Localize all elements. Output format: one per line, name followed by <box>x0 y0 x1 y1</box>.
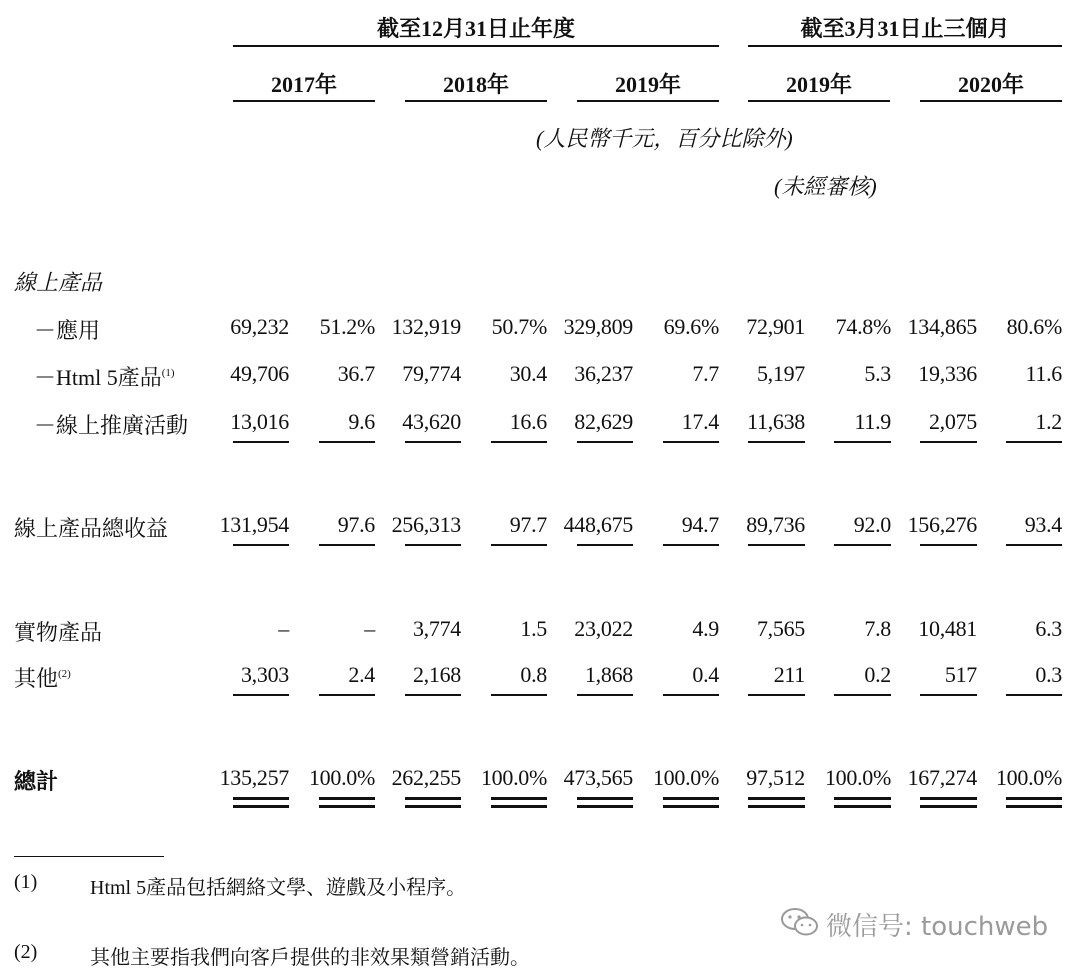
footnote-1-marker: (1) <box>14 871 38 893</box>
header-rule-2018 <box>405 100 547 102</box>
subtotal-rule <box>920 441 977 443</box>
unit-note: (人民幣千元，百分比除外) <box>536 126 793 151</box>
table-cell: 11.9 <box>854 409 891 434</box>
footnote-1-text: Html 5產品包括網絡文學、遊戲及小程序。 <box>90 877 467 899</box>
table-cell: 17.4 <box>681 409 719 434</box>
total-double-rule-top <box>1006 797 1062 800</box>
table-cell: 100.0% <box>480 765 547 790</box>
online-total-rule <box>1006 544 1062 546</box>
header-quarter-group-rule <box>748 45 1062 47</box>
table-cell: 36,237 <box>574 361 633 386</box>
total-double-rule-bottom <box>834 805 891 808</box>
table-cell: 0.8 <box>520 662 547 687</box>
row-label-physical: 實物產品 <box>14 620 103 645</box>
table-cell: 80.6% <box>1006 314 1062 339</box>
row-label-apps: －應用 <box>34 318 101 343</box>
table-cell: 5.3 <box>864 361 891 386</box>
footnote-divider <box>14 856 164 857</box>
header-q-2020: 2020年 <box>957 72 1024 97</box>
subtotal-rule <box>233 441 289 443</box>
others-rule <box>1006 694 1062 696</box>
header-quarter-group: 截至3月31日止三個月 <box>800 16 1010 41</box>
table-cell: 50.7% <box>491 314 547 339</box>
subtotal-rule <box>748 441 805 443</box>
table-cell: 92.0 <box>853 512 891 537</box>
header-rule-2019 <box>577 100 719 102</box>
table-cell: 7,565 <box>756 616 805 641</box>
header-year-2017: 2017年 <box>270 72 337 97</box>
footnote-2-text: 其他主要指我們向客戶提供的非效果類營銷活動。 <box>90 947 530 969</box>
total-double-rule-bottom <box>577 805 633 808</box>
table-cell: 1.2 <box>1035 409 1062 434</box>
table-cell: 134,865 <box>907 314 977 339</box>
table-cell: 97.7 <box>509 512 547 537</box>
total-double-rule-bottom <box>1006 805 1062 808</box>
header-rule-q2020 <box>920 100 1062 102</box>
table-cell: 1,868 <box>584 662 633 687</box>
online-total-rule <box>233 544 289 546</box>
row-label-total: 總計 <box>14 769 59 794</box>
header-year-2019: 2019年 <box>614 72 681 97</box>
table-cell: 13,016 <box>230 409 289 434</box>
table-cell: 69.6% <box>663 314 719 339</box>
others-rule <box>405 694 461 696</box>
row-label-online-promo: －線上推廣活動 <box>34 413 189 438</box>
others-rule <box>663 694 719 696</box>
table-cell: 30.4 <box>509 361 547 386</box>
total-double-rule-top <box>663 797 719 800</box>
table-cell: 262,255 <box>391 765 461 790</box>
others-rule <box>491 694 547 696</box>
table-cell: 100.0% <box>652 765 719 790</box>
table-cell: 132,919 <box>391 314 461 339</box>
table-cell: 93.4 <box>1024 512 1062 537</box>
others-rule <box>748 694 805 696</box>
total-double-rule-top <box>577 797 633 800</box>
table-cell: 131,954 <box>219 512 289 537</box>
table-cell: 100.0% <box>308 765 375 790</box>
table-cell: 135,257 <box>219 765 289 790</box>
table-cell: 100.0% <box>995 765 1062 790</box>
online-total-rule <box>834 544 891 546</box>
online-total-rule <box>319 544 375 546</box>
subtotal-rule <box>834 441 891 443</box>
table-cell: 2.4 <box>348 662 375 687</box>
table-cell: 4.9 <box>692 616 719 641</box>
table-cell: 10,481 <box>918 616 977 641</box>
table-cell: 0.3 <box>1035 662 1062 687</box>
table-cell: 167,274 <box>907 765 977 790</box>
table-cell: 11.6 <box>1025 361 1062 386</box>
table-cell: 473,565 <box>563 765 633 790</box>
total-double-rule-bottom <box>491 805 547 808</box>
others-rule <box>834 694 891 696</box>
total-double-rule-bottom <box>233 805 289 808</box>
others-rule <box>233 694 289 696</box>
table-cell: 0.4 <box>692 662 719 687</box>
table-cell: 74.8% <box>835 314 891 339</box>
others-rule <box>319 694 375 696</box>
table-cell: 11,638 <box>747 409 805 434</box>
total-double-rule-top <box>920 797 977 800</box>
table-cell: 97,512 <box>746 765 805 790</box>
table-cell: 448,675 <box>563 512 633 537</box>
header-rule-q2019 <box>748 100 890 102</box>
subtotal-rule <box>663 441 719 443</box>
total-double-rule-bottom <box>319 805 375 808</box>
online-total-rule <box>491 544 547 546</box>
table-cell: – <box>278 616 289 641</box>
table-cell: 100.0% <box>824 765 891 790</box>
row-label-online-total: 線上產品總收益 <box>14 516 169 541</box>
table-cell: 43,620 <box>402 409 461 434</box>
table-cell: 6.3 <box>1035 616 1062 641</box>
table-cell: 82,629 <box>574 409 633 434</box>
table-cell: 1.5 <box>520 616 547 641</box>
table-cell: 51.2% <box>319 314 375 339</box>
table-cell: 49,706 <box>230 361 289 386</box>
total-double-rule-bottom <box>920 805 977 808</box>
table-cell: 211 <box>773 662 805 687</box>
subtotal-rule <box>491 441 547 443</box>
table-cell: 3,303 <box>240 662 289 687</box>
watermark <box>780 906 1048 943</box>
total-double-rule-top <box>834 797 891 800</box>
table-cell: 0.2 <box>864 662 891 687</box>
header-year-2018: 2018年 <box>442 72 509 97</box>
table-cell: 94.7 <box>681 512 719 537</box>
table-cell: 329,809 <box>563 314 633 339</box>
table-cell: 7.7 <box>692 361 719 386</box>
row-label-others: 其他$^{(2)}$ <box>14 666 71 691</box>
table-cell: 16.6 <box>509 409 547 434</box>
footnote-2-marker: (2) <box>14 941 38 963</box>
header-year-group-rule <box>233 45 719 47</box>
section-online-products: 線上產品 <box>14 270 103 295</box>
table-cell: – <box>364 616 375 641</box>
table-cell: 19,336 <box>918 361 977 386</box>
table-cell: 3,774 <box>412 616 461 641</box>
header-rule-2017 <box>233 100 375 102</box>
online-total-rule <box>405 544 461 546</box>
table-cell: 72,901 <box>746 314 805 339</box>
total-double-rule-top <box>319 797 375 800</box>
header-year-group: 截至12月31日止年度 <box>376 16 575 41</box>
total-double-rule-bottom <box>748 805 805 808</box>
table-cell: 9.6 <box>348 409 375 434</box>
table-cell: 256,313 <box>391 512 461 537</box>
total-double-rule-top <box>233 797 289 800</box>
online-total-rule <box>663 544 719 546</box>
total-double-rule-top <box>748 797 805 800</box>
table-cell: 7.8 <box>864 616 891 641</box>
online-total-rule <box>920 544 977 546</box>
table-cell: 97.6 <box>337 512 375 537</box>
table-cell: 36.7 <box>337 361 375 386</box>
total-double-rule-bottom <box>405 805 461 808</box>
total-double-rule-top <box>405 797 461 800</box>
table-cell: 5,197 <box>756 361 805 386</box>
unaudited-note: (未經審核) <box>774 174 877 199</box>
header-q-2019: 2019年 <box>785 72 852 97</box>
table-cell: 69,232 <box>230 314 289 339</box>
others-rule <box>920 694 977 696</box>
table-cell: 517 <box>944 662 977 687</box>
online-total-rule <box>748 544 805 546</box>
others-rule <box>577 694 633 696</box>
total-double-rule-bottom <box>663 805 719 808</box>
subtotal-rule <box>1006 441 1062 443</box>
watermark-text: 微信号: touchweb <box>826 912 1049 942</box>
table-cell: 23,022 <box>574 616 633 641</box>
table-cell: 2,168 <box>412 662 461 687</box>
table-cell: 156,276 <box>907 512 977 537</box>
subtotal-rule <box>319 441 375 443</box>
subtotal-rule <box>405 441 461 443</box>
row-label-html5: －Html 5產品$^{(1)}$ <box>34 365 175 390</box>
table-cell: 2,075 <box>928 409 977 434</box>
wechat-icon <box>780 906 820 943</box>
subtotal-rule <box>577 441 633 443</box>
table-cell: 89,736 <box>746 512 805 537</box>
table-cell: 79,774 <box>402 361 461 386</box>
total-double-rule-top <box>491 797 547 800</box>
online-total-rule <box>577 544 633 546</box>
